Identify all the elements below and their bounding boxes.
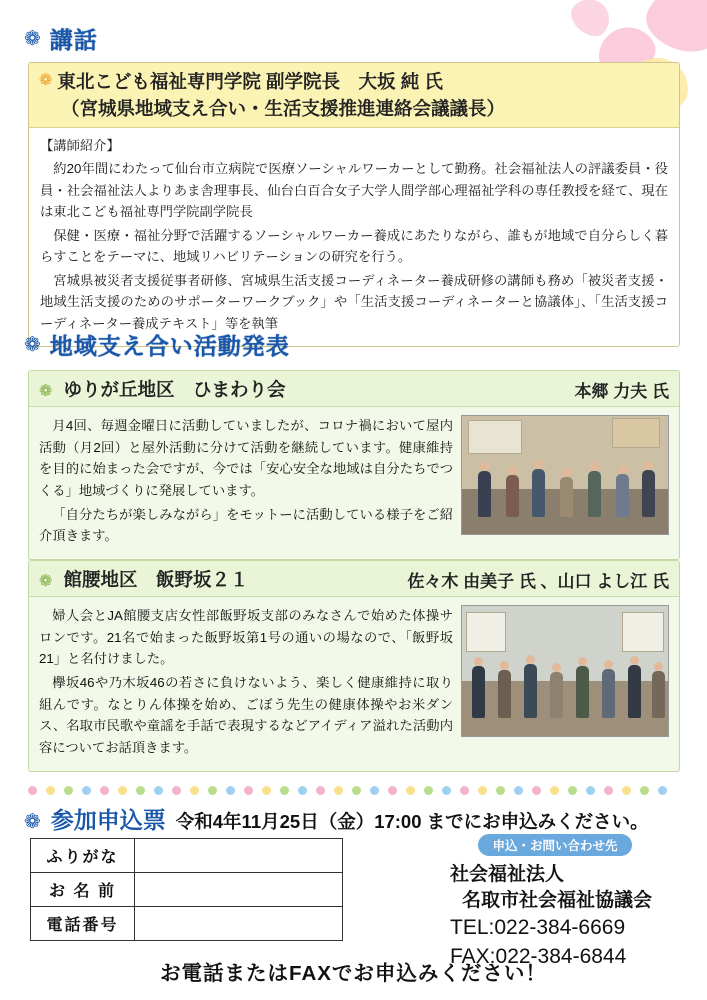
divider-dot [172,786,181,795]
activity-paragraph: 欅坂46や乃木坂46の若さに負けないよう、楽しく健康維持に取り組んです。なとりん体操を始め、ごぼう先生の健康体操やお米ダンス、名取市民歌や童謡を手話で表現するなどアイディア溢れた活動内容についてお話頂きます。 [39,675,453,756]
contact-org-line1: 社会福祉法人 [450,864,565,885]
table-row [31,873,343,907]
divider-dot [226,786,235,795]
apply-section-heading [24,802,649,835]
divider-dot [118,786,127,795]
divider-dot [604,786,613,795]
divider-dot [460,786,469,795]
activity-paragraph: 月4回、毎週金曜日に活動していましたが、コロナ禍において屋内活動（月2回）と屋外活動に分けて活動を継続しています。健康維持を目的に始まった会ですが、今では「安心安全な地域は自分たちでつくる」地域づくりに発展しています。 [39,418,453,499]
lecture-title-line2: （宮城県地域支え合い・生活支援推進連絡会議議長） [61,97,506,119]
photo-person [616,474,629,517]
photo-person [550,672,563,718]
apply-heading-label: 参加申込票 [50,807,166,833]
divider-dot [388,786,397,795]
activity-description [39,605,453,761]
activity-title-label: 館腰地区 飯野坂２１ [63,569,249,590]
divider-dot [658,786,667,795]
divider-dot [190,786,199,795]
activity-card [28,370,680,560]
activity-title-row [29,561,679,597]
form-label-furigana: ふりがな [31,839,135,873]
flower-icon: ❁ [24,811,41,833]
divider-dot [298,786,307,795]
dotted-divider [22,786,686,795]
photo-person [588,471,601,517]
photo-person [602,669,615,718]
divider-dot [550,786,559,795]
divider-dot [154,786,163,795]
activity-title-label: ゆりが丘地区 ひまわり会 [63,379,286,400]
lecture-section-heading [24,22,98,55]
apply-deadline-text: 令和4年11月25日（金）17:00 までにお申込みください。 [175,811,649,832]
divider-dot [424,786,433,795]
form-input-furigana[interactable] [135,839,343,873]
activity-description [39,415,453,549]
himawari-kai-activity-photo [461,415,669,535]
divider-dot [244,786,253,795]
lecture-body-paragraph: 宮城県被災者支援従事者研修、宮城県生活支援コーディネーター養成研修の講師も務め「被災者支援・地域生活支援のためのサポーターワークブック」や「生活支援コーディネーターと協議体」、「生活支援コーディネーター養成テキスト」等を執筆 [40,272,668,331]
photo-poster [612,418,660,448]
divider-dot [334,786,343,795]
divider-dot [136,786,145,795]
activity-heading-label: 地域支え合い活動発表 [49,333,290,359]
form-label-name: お 名 前 [31,873,135,907]
form-input-phone[interactable] [135,907,343,941]
application-form-table [30,838,343,941]
lecture-card-body [29,128,679,347]
divider-dot [568,786,577,795]
lecture-title-line1: 東北こども福祉専門学院 副学院長 大坂 純 氏 [57,71,443,92]
lecture-body-paragraph: 保健・医療・福祉分野で活躍するソーシャルワーカー養成にあたりながら、誰もが地域で自分らしく暮らすことをテーマに、地域リハビリテーションの研究を行う。 [40,227,668,265]
contact-badge: 申込・お問い合わせ先 [478,834,631,856]
divider-dot [100,786,109,795]
table-row [31,839,343,873]
photo-window [468,420,522,454]
divider-dot [586,786,595,795]
divider-dot [82,786,91,795]
photo-window [622,612,664,652]
footer-note: お電話またはFAXでお申込みください！ [160,962,547,985]
contact-tel: TEL:022-384-6669 [450,916,626,940]
lecture-card-title [29,63,679,128]
activity-card [28,560,680,772]
activity-title [39,566,249,592]
flower-icon: ❁ [39,383,53,400]
photo-window [466,612,506,652]
divider-dot [262,786,271,795]
photo-person [478,471,491,517]
lecture-card [28,62,680,347]
divider-dot [370,786,379,795]
form-label-phone: 電話番号 [31,907,135,941]
flower-icon: ❁ [39,573,53,590]
divider-dot [316,786,325,795]
divider-dot [514,786,523,795]
divider-dot [64,786,73,795]
divider-dot [28,786,37,795]
divider-dot [406,786,415,795]
photo-person [532,469,545,517]
divider-dot [442,786,451,795]
flower-icon: ❁ [24,28,42,50]
photo-person [524,664,537,718]
activity-paragraph: 「自分たちが楽しみながら」をモットーに活動している様子をご紹介頂きます。 [39,506,453,544]
activity-title [39,376,286,402]
activity-paragraph: 婦人会とJA館腰支店女性部飯野坂支部のみなさんで始めた体操サロンです。21名で始まった飯野坂第1号の通いの場なので、「飯野坂21」と名付けました。 [39,608,453,667]
activity-title-row [29,371,679,407]
photo-person [498,670,511,718]
iinozaka21-activity-photo [461,605,669,737]
photo-person [472,666,485,718]
divider-dot [622,786,631,795]
lecture-body-paragraph: 約20年間にわたって仙台市立病院で医療ソーシャルワーカーとして勤務。社会福祉法人の評議委員・役員・社会福祉法人よりあま舎理事長、仙台白百合女子大学人間学部心理福祉学科の専任教授を経て、現在は東北こども福祉専門学院副学院長 [40,161,668,220]
lecture-body-heading: 【講師紹介】 [40,137,120,153]
divider-dot [532,786,541,795]
photo-person [576,666,589,718]
contact-org-line2: 名取市社会福祉協議会 [462,890,653,912]
divider-dot [208,786,217,795]
photo-person [652,671,665,718]
divider-dot [46,786,55,795]
divider-dot [478,786,487,795]
divider-dot [352,786,361,795]
photo-person [506,475,519,517]
table-row [31,907,343,941]
contact-block [430,834,680,972]
lecture-heading-label: 講話 [49,27,98,53]
photo-person [642,470,655,517]
flower-icon: ❁ [39,72,53,89]
divider-dot [280,786,289,795]
form-input-name[interactable] [135,873,343,907]
flower-icon: ❁ [24,334,42,356]
divider-dot [640,786,649,795]
photo-person [560,477,573,517]
activity-presenter: 佐々木 由美子 氏 、山口 よし江 氏 [407,571,669,591]
divider-dot [496,786,505,795]
activity-section-heading [24,328,290,361]
photo-person [628,665,641,718]
activity-presenter: 本郷 力夫 氏 [574,381,669,401]
contact-fax: FAX:022-384-6844 [450,945,627,969]
